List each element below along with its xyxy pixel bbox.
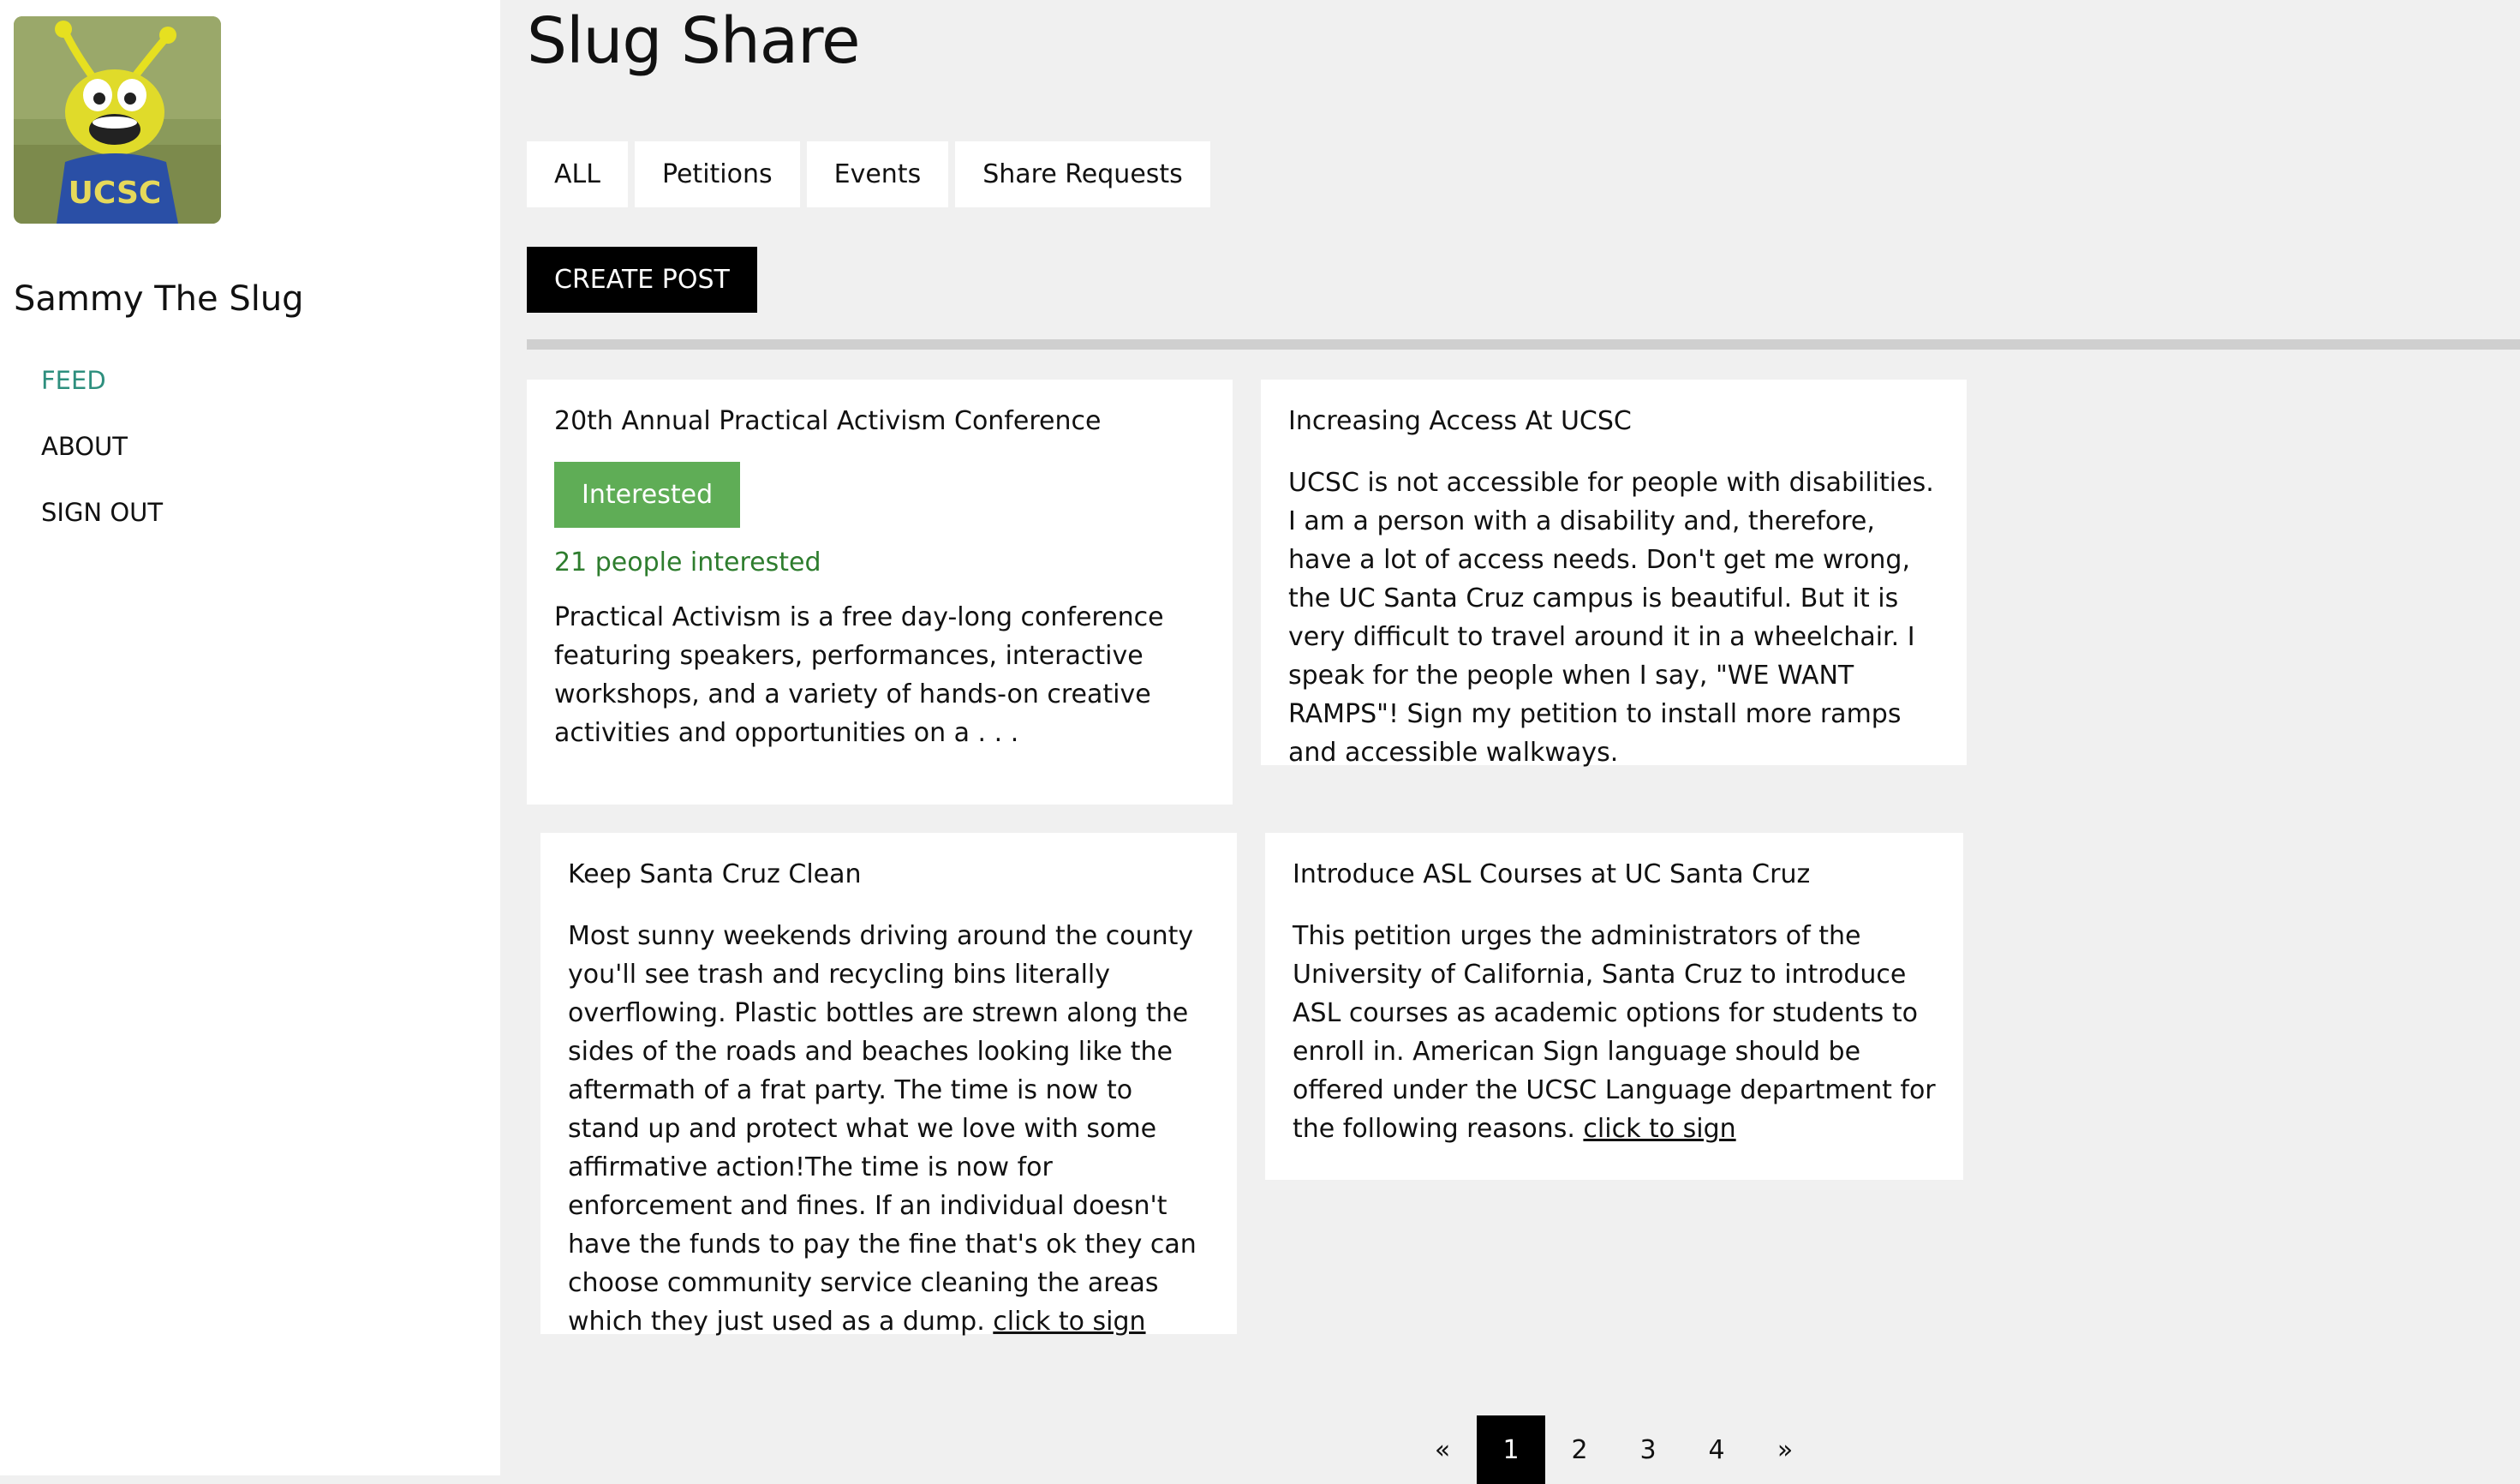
nav-item-feed[interactable]: FEED [41, 366, 106, 395]
filter-tab-events[interactable]: Events [807, 141, 949, 207]
filter-tab-petitions[interactable]: Petitions [635, 141, 800, 207]
nav-item-sign-out[interactable]: SIGN OUT [41, 498, 164, 527]
post-body: UCSC is not accessible for people with disabilities. I am a person with a disability and, therefore, have a lot of access needs. Don't get me wrong, the UC Santa Cruz campus is beautiful. But it is very difficult to travel around it in a wheelchair. I speak for the people when I say, "WE WANT RAMPS"! Sign my petition to install more ramps and accessible walkways. [1288, 468, 1934, 768]
post-body [1293, 917, 1936, 1148]
pagination-next[interactable]: » [1777, 1434, 1794, 1465]
filter-tabs [527, 141, 1210, 207]
click-to-sign-link[interactable]: click to sign [993, 1307, 1146, 1337]
pagination-prev[interactable]: « [1434, 1434, 1451, 1465]
pagination-page-4[interactable]: 4 [1708, 1434, 1725, 1465]
pagination [1408, 1415, 1819, 1484]
post-title[interactable]: Introduce ASL Courses at UC Santa Cruz [1293, 859, 1811, 889]
post-title[interactable]: Increasing Access At UCSC [1288, 406, 1632, 436]
page-title: Slug Share [527, 4, 860, 78]
post-body-text: Most sunny weekends driving around the county you'll see trash and recycling bins literally overflowing. Plastic bottles are strewn along the sides of the roads and beaches looking like the aftermath of a frat party. The time is now to stand up and protect what we love with some affirmative action!The time is now for enforcement and fines. If an individual doesn't have the funds to pay the fine that's ok they can choose community service cleaning the areas which they just used as a dump. [568, 921, 1197, 1337]
avatar [14, 16, 221, 224]
avatar-shirt-text: UCSC [68, 176, 162, 211]
pagination-page-3[interactable]: 3 [1639, 1434, 1657, 1465]
post-title[interactable]: 20th Annual Practical Activism Conference [554, 406, 1102, 436]
mascot-avatar-image [14, 16, 221, 224]
sidebar [0, 0, 500, 1475]
post-card-event [527, 380, 1233, 805]
post-card-petition [1261, 380, 1967, 768]
filter-tab-all[interactable]: ALL [527, 141, 628, 207]
filter-tab-share-requests[interactable]: Share Requests [955, 141, 1210, 207]
sidebar-nav [41, 360, 163, 558]
divider [527, 339, 2520, 350]
post-body [568, 917, 1209, 1341]
main-content [500, 0, 2520, 1475]
interested-button[interactable]: Interested [554, 462, 740, 528]
post-body-text: This petition urges the administrators of the University of California, Santa Cruz to introduce ASL courses as academic options for students to enroll in. American Sign language should be offered under the UCSC Language department for the following reasons. [1293, 921, 1936, 1144]
post-title[interactable]: Keep Santa Cruz Clean [568, 859, 862, 889]
pagination-page-1[interactable]: 1 [1477, 1415, 1545, 1484]
post-body: Practical Activism is a free day-long conference featuring speakers, performances, interactive workshops, and a variety of hands-on creative activities and opportunities on a . . . [554, 602, 1164, 748]
create-post-button[interactable]: CREATE POST [527, 247, 757, 313]
pagination-page-2[interactable]: 2 [1571, 1434, 1588, 1465]
post-card-petition [1265, 833, 1963, 1180]
nav-item-about[interactable]: ABOUT [41, 432, 128, 461]
post-card-petition [540, 833, 1237, 1337]
click-to-sign-link[interactable]: click to sign [1583, 1114, 1736, 1144]
interest-count: 21 people interested [554, 548, 821, 577]
user-name: Sammy The Slug [14, 279, 304, 319]
